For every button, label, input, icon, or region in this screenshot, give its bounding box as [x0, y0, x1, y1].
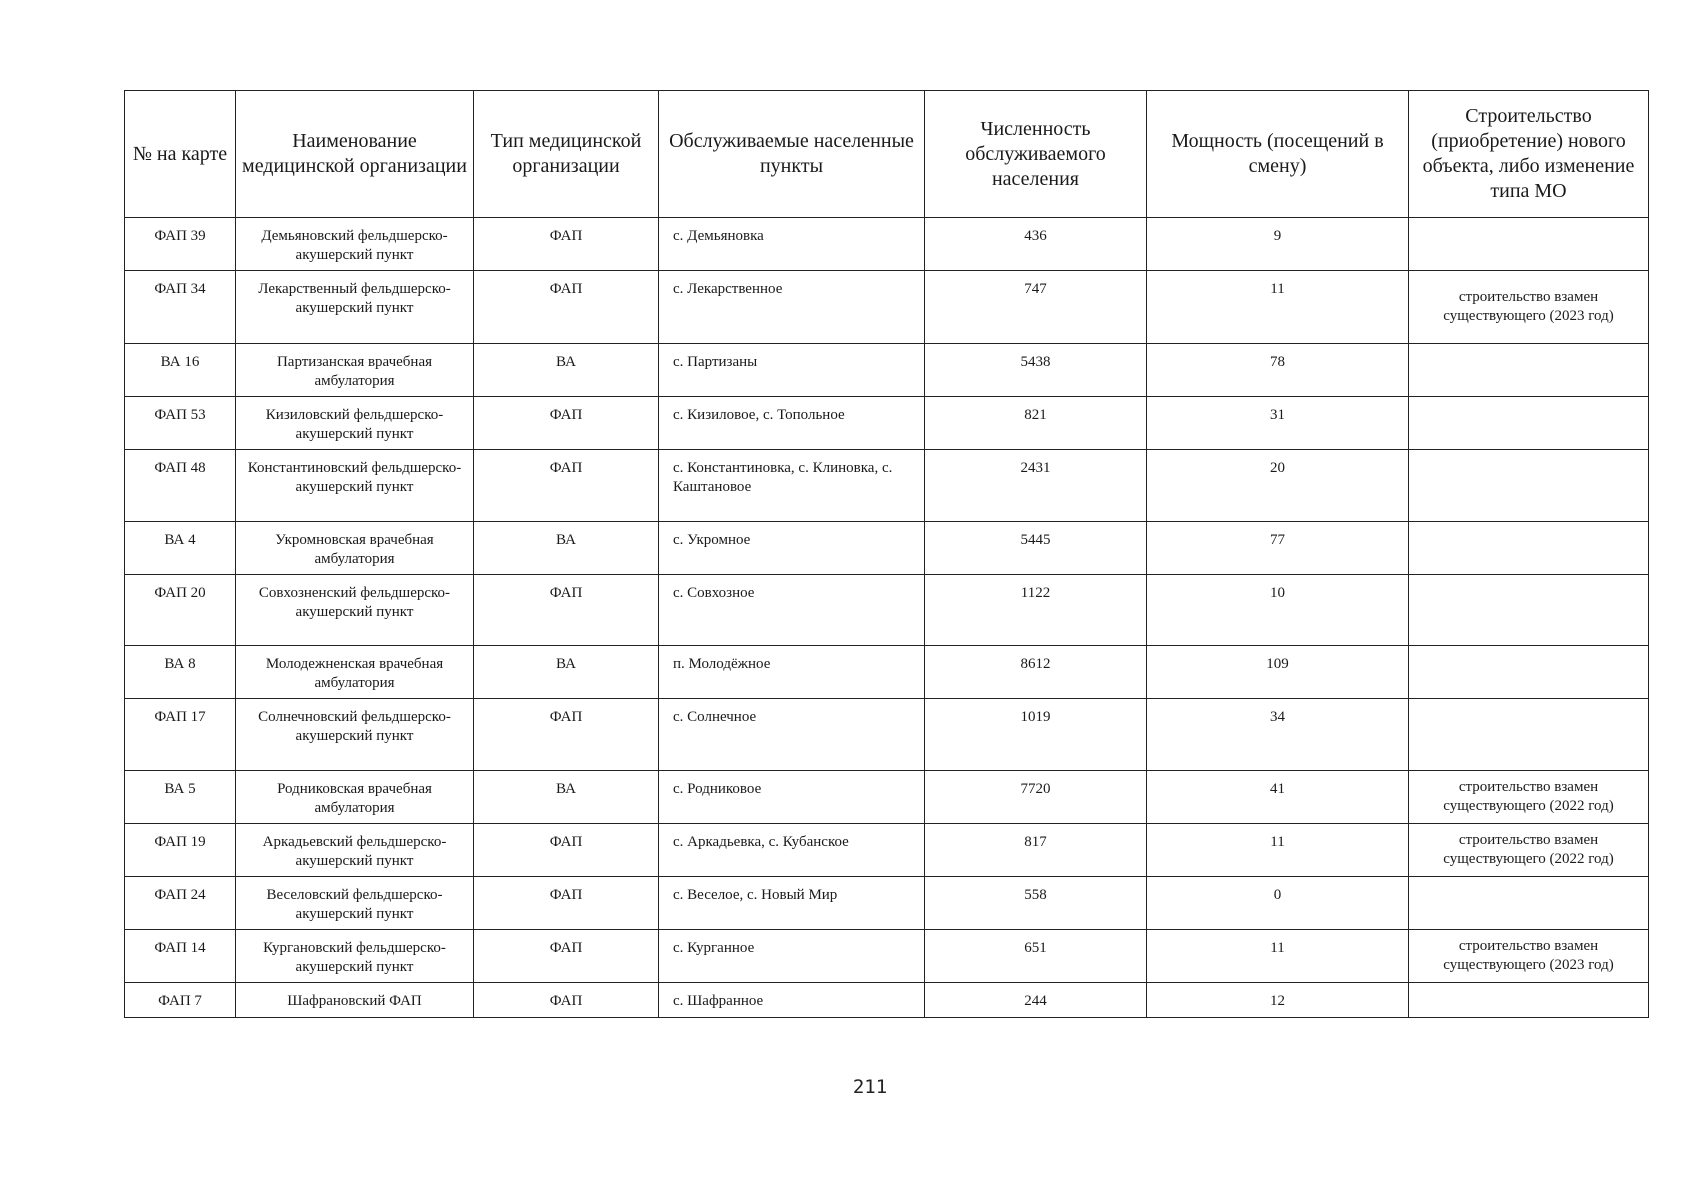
cell-settlements: с. Родниковое	[659, 771, 925, 824]
table-row	[125, 575, 1649, 646]
cell-settlements: п. Молодёжное	[659, 646, 925, 699]
cell-map-number: ФАП 48	[125, 450, 236, 522]
cell-population: 5445	[925, 522, 1147, 575]
cell-organization-type: ФАП	[474, 877, 659, 930]
cell-organization-name: Шафрановский ФАП	[236, 983, 474, 1018]
cell-construction: строительство взамен существующего (2022 год)	[1409, 824, 1649, 877]
cell-construction	[1409, 877, 1649, 930]
table-row	[125, 877, 1649, 930]
header-construction: Строительство (приобретение) нового объекта, либо изменение типа МО	[1409, 91, 1649, 218]
cell-organization-type: ВА	[474, 522, 659, 575]
cell-map-number: ФАП 53	[125, 397, 236, 450]
cell-settlements: с. Шафранное	[659, 983, 925, 1018]
cell-capacity: 9	[1147, 218, 1409, 271]
cell-population: 2431	[925, 450, 1147, 522]
cell-map-number: ФАП 19	[125, 824, 236, 877]
cell-map-number: ФАП 24	[125, 877, 236, 930]
cell-organization-name: Аркадьевский фельдшерско-акушерский пункт	[236, 824, 474, 877]
table-row	[125, 983, 1649, 1018]
cell-population: 1122	[925, 575, 1147, 646]
cell-construction	[1409, 450, 1649, 522]
cell-population: 821	[925, 397, 1147, 450]
cell-organization-type: ФАП	[474, 218, 659, 271]
cell-settlements: с. Укромное	[659, 522, 925, 575]
cell-settlements: с. Аркадьевка, с. Кубанское	[659, 824, 925, 877]
cell-capacity: 78	[1147, 344, 1409, 397]
cell-organization-name: Укромновская врачебная амбулатория	[236, 522, 474, 575]
header-population: Численность обслуживаемого населения	[925, 91, 1147, 218]
cell-population: 817	[925, 824, 1147, 877]
cell-construction	[1409, 218, 1649, 271]
cell-population: 7720	[925, 771, 1147, 824]
cell-settlements: с. Константиновка, с. Клиновка, с. Каштановое	[659, 450, 925, 522]
table-row	[125, 450, 1649, 522]
cell-population: 747	[925, 271, 1147, 344]
table-row	[125, 271, 1649, 344]
cell-capacity: 20	[1147, 450, 1409, 522]
cell-organization-name: Константиновский фельдшерско- акушерский пункт	[236, 450, 474, 522]
cell-organization-type: ФАП	[474, 397, 659, 450]
cell-capacity: 10	[1147, 575, 1409, 646]
cell-map-number: ВА 4	[125, 522, 236, 575]
cell-construction	[1409, 522, 1649, 575]
header-organization-type: Тип медицинской организации	[474, 91, 659, 218]
cell-population: 5438	[925, 344, 1147, 397]
cell-organization-name: Кургановский фельдшерско-акушерский пункт	[236, 930, 474, 983]
cell-organization-type: ФАП	[474, 271, 659, 344]
cell-construction: строительство взамен существующего (2023 год)	[1409, 271, 1649, 344]
cell-settlements: с. Демьяновка	[659, 218, 925, 271]
cell-organization-name: Родниковская врачебная амбулатория	[236, 771, 474, 824]
cell-map-number: ФАП 14	[125, 930, 236, 983]
cell-map-number: ФАП 7	[125, 983, 236, 1018]
table-row	[125, 699, 1649, 771]
cell-capacity: 77	[1147, 522, 1409, 575]
cell-organization-name: Лекарственный фельдшерско- акушерский пункт	[236, 271, 474, 344]
cell-organization-name: Совхозненский фельдшерско- акушерский пункт	[236, 575, 474, 646]
cell-organization-type: ФАП	[474, 824, 659, 877]
cell-map-number: ВА 5	[125, 771, 236, 824]
cell-organization-name: Молодежненская врачебная амбулатория	[236, 646, 474, 699]
table-row	[125, 397, 1649, 450]
table-row	[125, 824, 1649, 877]
cell-construction	[1409, 699, 1649, 771]
cell-map-number: ФАП 39	[125, 218, 236, 271]
cell-organization-type: ВА	[474, 646, 659, 699]
cell-capacity: 12	[1147, 983, 1409, 1018]
cell-settlements: с. Веселое, с. Новый Мир	[659, 877, 925, 930]
table-row	[125, 771, 1649, 824]
cell-capacity: 41	[1147, 771, 1409, 824]
table-row	[125, 344, 1649, 397]
page-number: 211	[852, 1076, 888, 1098]
cell-construction: строительство взамен существующего (2023 год)	[1409, 930, 1649, 983]
cell-population: 651	[925, 930, 1147, 983]
cell-organization-name: Партизанская врачебная амбулатория	[236, 344, 474, 397]
cell-organization-type: ФАП	[474, 930, 659, 983]
cell-organization-type: ФАП	[474, 450, 659, 522]
table-row	[125, 522, 1649, 575]
cell-population: 436	[925, 218, 1147, 271]
table-row	[125, 646, 1649, 699]
cell-settlements: с. Курганное	[659, 930, 925, 983]
header-settlements: Обслуживаемые населенные пункты	[659, 91, 925, 218]
table-row	[125, 218, 1649, 271]
cell-organization-name: Веселовский фельдшерско-акушерский пункт	[236, 877, 474, 930]
cell-capacity: 11	[1147, 271, 1409, 344]
cell-capacity: 0	[1147, 877, 1409, 930]
cell-population: 1019	[925, 699, 1147, 771]
cell-map-number: ФАП 17	[125, 699, 236, 771]
cell-map-number: ФАП 20	[125, 575, 236, 646]
cell-settlements: с. Кизиловое, с. Топольное	[659, 397, 925, 450]
cell-construction	[1409, 397, 1649, 450]
header-capacity: Мощность (посещений в смену)	[1147, 91, 1409, 218]
cell-map-number: ВА 16	[125, 344, 236, 397]
cell-settlements: с. Партизаны	[659, 344, 925, 397]
cell-population: 8612	[925, 646, 1147, 699]
cell-organization-type: ВА	[474, 771, 659, 824]
table-header-row	[125, 91, 1649, 218]
cell-organization-type: ФАП	[474, 699, 659, 771]
cell-construction	[1409, 575, 1649, 646]
table-row	[125, 930, 1649, 983]
cell-construction	[1409, 646, 1649, 699]
cell-settlements: с. Совхозное	[659, 575, 925, 646]
cell-settlements: с. Лекарственное	[659, 271, 925, 344]
cell-construction: строительство взамен существующего (2022 год)	[1409, 771, 1649, 824]
cell-capacity: 31	[1147, 397, 1409, 450]
cell-capacity: 109	[1147, 646, 1409, 699]
cell-organization-type: ФАП	[474, 575, 659, 646]
cell-organization-name: Демьяновский фельдшерско-акушерский пункт	[236, 218, 474, 271]
header-map-number: № на карте	[125, 91, 236, 218]
cell-capacity: 34	[1147, 699, 1409, 771]
cell-organization-name: Солнечновский фельдшерско- акушерский пункт	[236, 699, 474, 771]
medical-organizations-table	[124, 90, 1649, 1018]
header-organization-name: Наименование медицинской организации	[236, 91, 474, 218]
cell-map-number: ФАП 34	[125, 271, 236, 344]
cell-population: 244	[925, 983, 1147, 1018]
cell-organization-type: ВА	[474, 344, 659, 397]
cell-organization-type: ФАП	[474, 983, 659, 1018]
cell-construction	[1409, 344, 1649, 397]
cell-capacity: 11	[1147, 930, 1409, 983]
cell-settlements: с. Солнечное	[659, 699, 925, 771]
cell-population: 558	[925, 877, 1147, 930]
cell-construction	[1409, 983, 1649, 1018]
cell-capacity: 11	[1147, 824, 1409, 877]
cell-organization-name: Кизиловский фельдшерско-акушерский пункт	[236, 397, 474, 450]
cell-map-number: ВА 8	[125, 646, 236, 699]
